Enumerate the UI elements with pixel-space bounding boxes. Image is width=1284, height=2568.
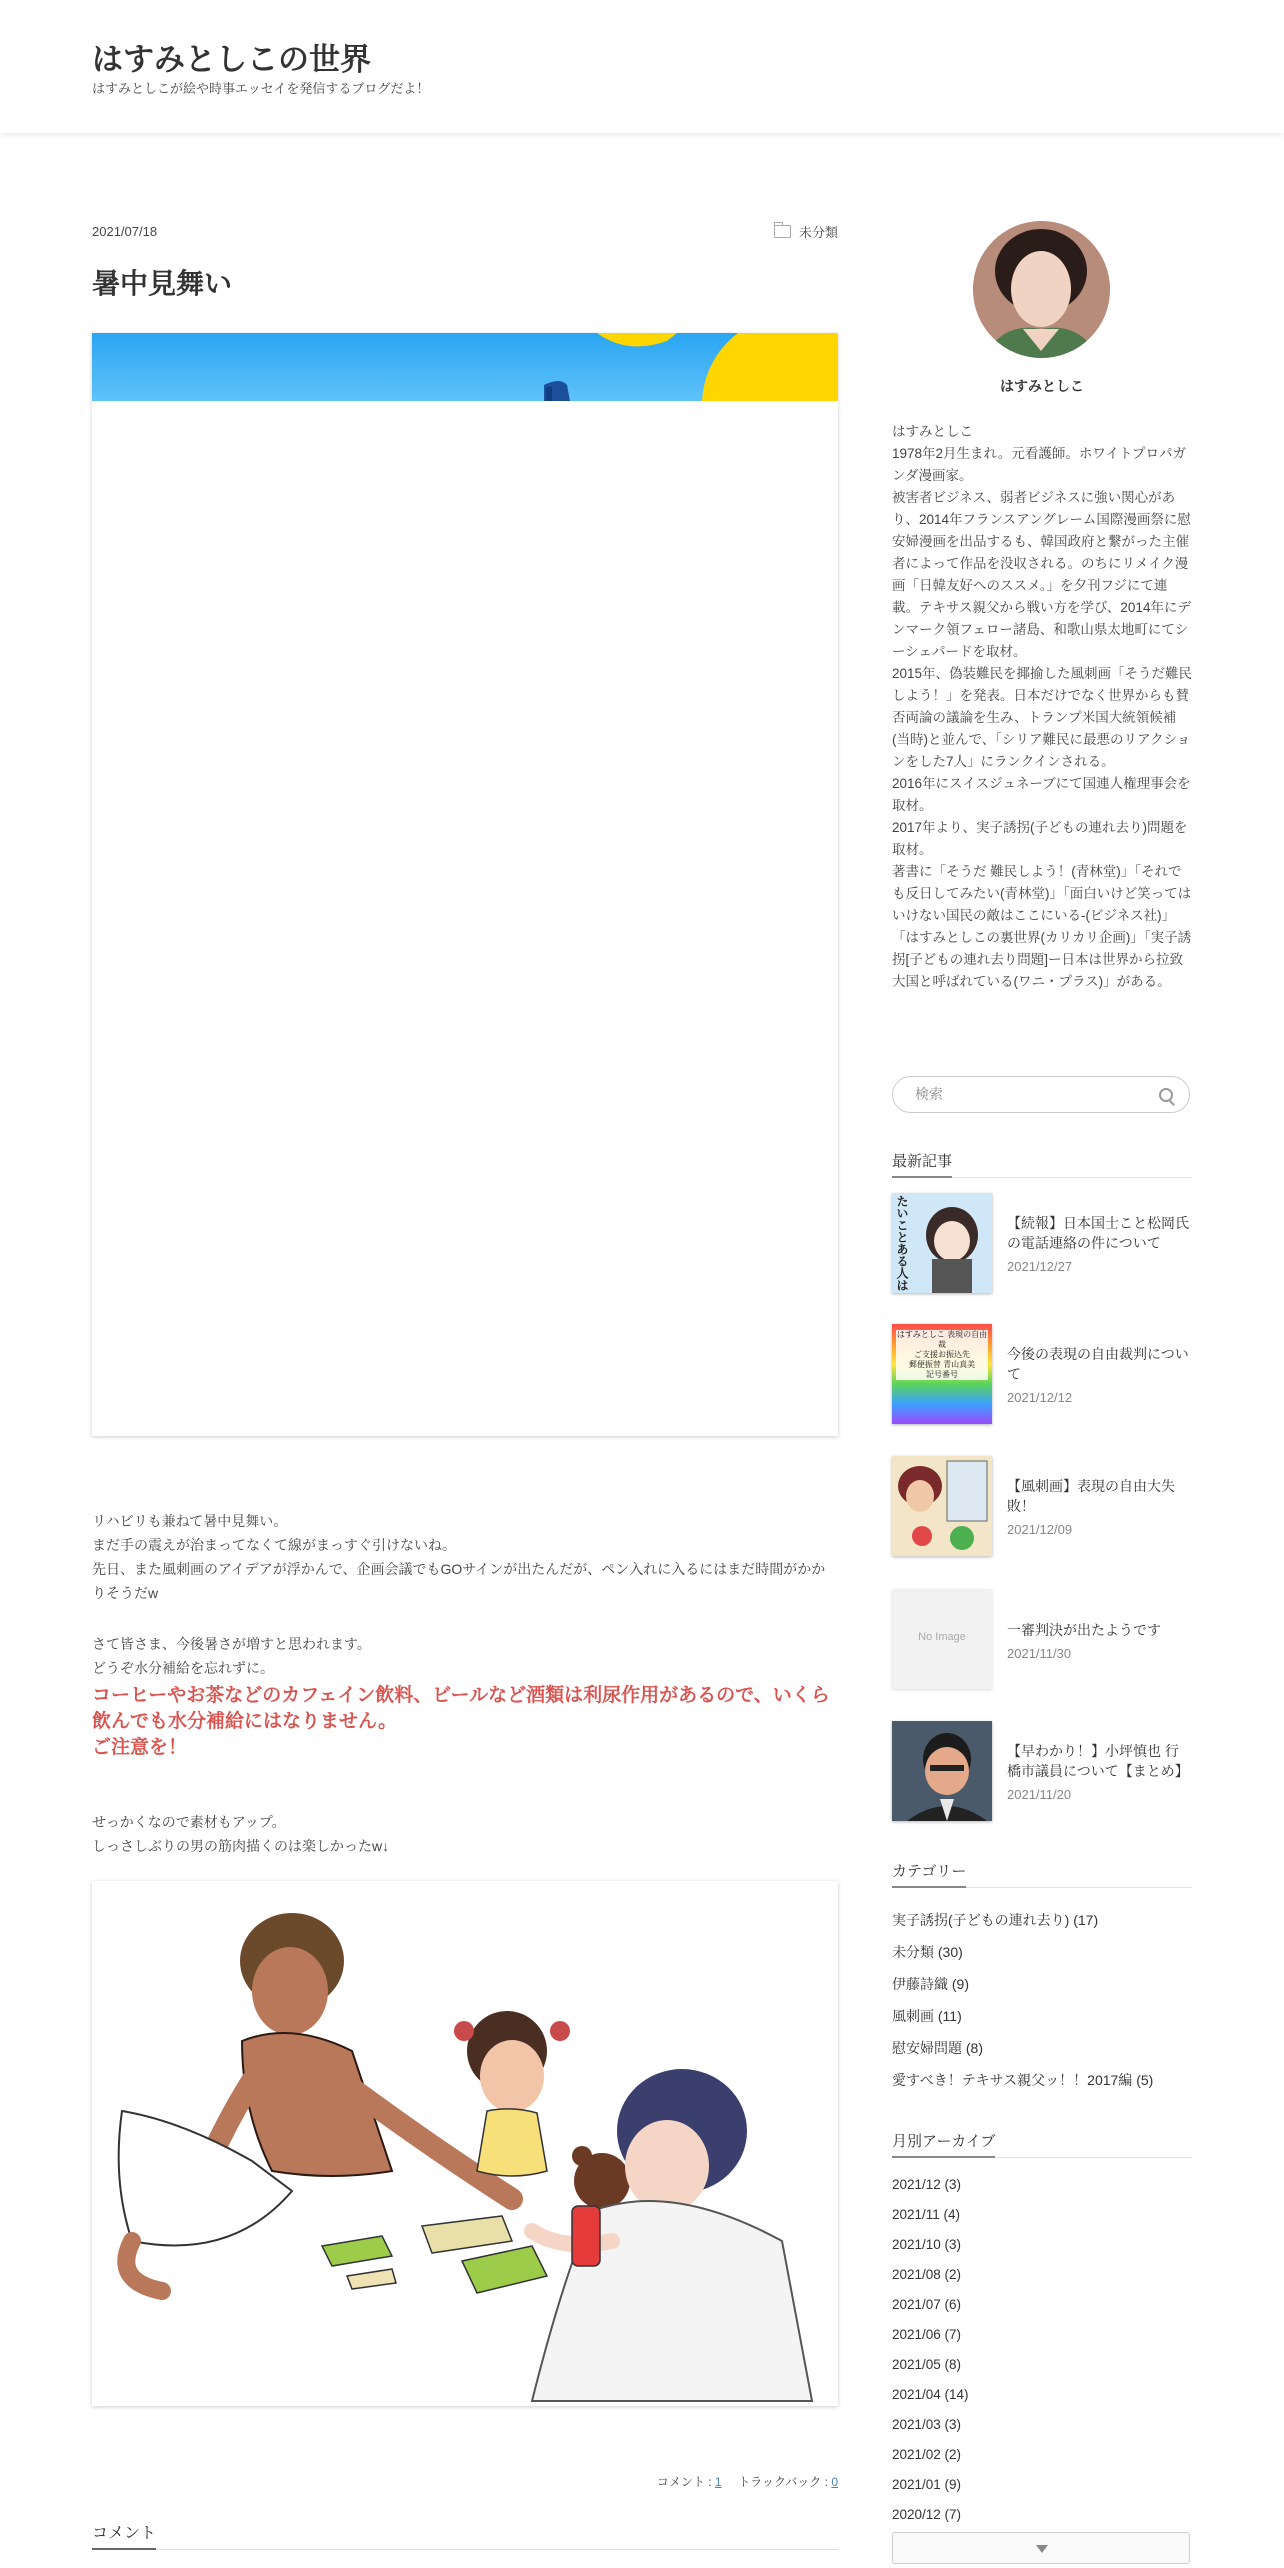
search-box[interactable]	[892, 1076, 1190, 1113]
recent-post-item[interactable]	[892, 1456, 1192, 1556]
chevron-down-icon	[1036, 2545, 1048, 2553]
recent-posts-heading-label: 最新記事	[892, 1153, 952, 1178]
post-image-illustration	[92, 1881, 838, 2406]
text-line: 先日、また風刺画のアイデアが浮かんで、企画会議でもGOサインが出たんだが、ペン入れに入るにはまだ時間がかかりそうだw	[92, 1561, 826, 1601]
image-sky	[92, 333, 838, 401]
thumb-caption-line: 記号番号	[926, 1370, 958, 1379]
author-name: はすみとしこ	[1000, 378, 1084, 394]
archive-link[interactable]: 2021/12 (3)	[892, 2177, 962, 2192]
post-paragraph-2	[92, 1632, 838, 1680]
recent-post-title[interactable]: 【早わかり！】小坪慎也 行橋市議員について【まとめ】	[1007, 1743, 1189, 1779]
recent-post-title[interactable]: 【風刺画】表現の自由大失敗！	[1007, 1478, 1175, 1514]
author-portrait	[973, 221, 1110, 358]
thumb-caption	[896, 1330, 988, 1380]
trackback-count-link[interactable]: 0	[831, 2475, 838, 2489]
search-icon[interactable]	[1159, 1088, 1173, 1102]
recent-post-title[interactable]: 今後の表現の自由裁判について	[1007, 1346, 1189, 1382]
post-date: 2021/07/18	[92, 224, 158, 239]
archive-link[interactable]: 2021/05 (8)	[892, 2357, 962, 2372]
category-link[interactable]: 未分類 (30)	[892, 1944, 963, 1960]
recent-post-title[interactable]: 【続報】日本国士こと松岡氏の電話連絡の件について	[1007, 1215, 1189, 1251]
archive-expand-button[interactable]	[892, 2532, 1190, 2564]
sky-illustration	[92, 333, 838, 401]
archive-link[interactable]: 2021/01 (9)	[892, 2477, 962, 2492]
recent-post-thumbnail-placeholder[interactable]	[892, 1589, 992, 1689]
comment-label: コメント :	[656, 2475, 715, 2489]
recent-post-date: 2021/12/09	[1007, 1522, 1073, 1537]
category-link[interactable]: 実子誘拐(子どもの連れ去り) (17)	[892, 1912, 1099, 1928]
recent-posts-heading	[892, 1150, 1192, 1178]
recent-post-date: 2021/12/27	[1007, 1259, 1073, 1274]
archive-link[interactable]: 2021/06 (7)	[892, 2327, 962, 2342]
archive-link[interactable]: 2021/07 (6)	[892, 2297, 962, 2312]
archive-link[interactable]: 2021/03 (3)	[892, 2417, 962, 2432]
recent-post-item[interactable]	[892, 1193, 1192, 1293]
archive-heading	[892, 2130, 1192, 2158]
thumb-caption-line: 郵便振替 青山真美	[908, 1360, 976, 1369]
archive-link[interactable]: 2021/02 (2)	[892, 2447, 962, 2462]
thumb-caption-line: ご支援お振込先	[914, 1350, 970, 1359]
recent-post-title[interactable]: 一審判決が出たようです	[1007, 1622, 1161, 1638]
recent-post-thumbnail[interactable]	[892, 1456, 992, 1556]
search-input[interactable]	[913, 1085, 1147, 1103]
archive-link[interactable]: 2021/04 (14)	[892, 2387, 969, 2402]
warning-line: コーヒーやお茶などのカフェイン飲料、ビールなど酒類は利尿作用があるので、いくら飲んでも水分補給にはなりません。	[92, 1685, 830, 1732]
post-category[interactable]	[774, 222, 838, 241]
post-title: 暑中見舞い	[92, 268, 233, 299]
recent-post-thumbnail[interactable]	[892, 1721, 992, 1821]
post-meta	[657, 2473, 838, 2490]
author-bio: はすみとしこ 1978年2月生まれ。元看護師。ホワイトプロパガンダ漫画家。 被害者ビジネス、弱者ビジネスに強い関心があり、2014年フランスアングレーム国際漫画祭に慰安婦漫画を出品するも、韓国政府と繋がった主催者によって作品を没収される。のちにリメイク漫画「日韓友好へのススメ。」を夕刊フジにて連載。テキサス親父から戦い方を学び、2014年にデンマーク領フェロー諸島、和歌山県太地町にてシーシェパードを取材。 2015年、偽装難民を揶揄した風刺画「そうだ難民しよう！」を発表。日本だけでなく世界からも賛否両論の議論を生み、トランプ米国大統領候補(当時)と並んで、「シリア難民に最悪のリアクションをした7人」にランクインされる。 2016年にスイスジュネーブにて国連人権理事会を取材。 2017年より、実子誘拐(子どもの連れ去り)問題を取材。 著書に「そうだ 難民しよう！(青林堂)」「それでも反日してみたい(青林堂)」「面白いけど笑ってはいけない国民の敵はここにいる-(ビジネス社)」「はすみとしこの裏世界(カリカリ企画)」「実子誘拐[子どもの連れ去り問題]ー日本は世界から拉致大国と呼ばれている(ワニ・プラス)」がある。	[892, 424, 1193, 989]
recent-post-date: 2021/11/20	[1007, 1787, 1072, 1802]
recent-post-thumbnail[interactable]	[892, 1193, 992, 1293]
recent-post-date: 2021/11/30	[1007, 1646, 1072, 1661]
no-image-label: No Image	[918, 1631, 966, 1643]
thumb-caption: たいことある人は	[895, 1195, 909, 1291]
post-paragraph-1	[92, 1509, 838, 1605]
site-description: はすみとしこが絵や時事エッセイを発信するブログだよ！	[92, 81, 430, 96]
archive-link[interactable]: 2021/11 (4)	[892, 2207, 961, 2222]
thumb-caption-line: はすみとしこ 表現の自由裁	[896, 1330, 988, 1349]
trackback-label: トラックバック :	[738, 2475, 832, 2489]
post-paragraph-3	[92, 1810, 838, 1858]
text-line: しっさしぶりの男の筋肉描くのは楽しかったw↓	[92, 1838, 390, 1854]
text-line: さて皆さま、今後暑さが増すと思われます。	[92, 1636, 371, 1652]
category-link[interactable]: 愛すべき！テキサス親父ッ！！2017編 (5)	[892, 2072, 1154, 2088]
text-line: リハビリも兼ねて暑中見舞い。	[92, 1513, 288, 1529]
folder-icon	[774, 225, 791, 238]
recent-post-item[interactable]	[892, 1589, 1192, 1689]
post-image-summer-greeting	[92, 333, 838, 1436]
archive-link[interactable]: 2020/12 (7)	[892, 2507, 962, 2522]
post-category-label[interactable]: 未分類	[798, 225, 838, 240]
category-link[interactable]: 慰安婦問題 (8)	[892, 2040, 983, 2056]
avatar	[973, 221, 1110, 358]
thumb-graphic	[892, 1456, 992, 1556]
recent-post-item[interactable]	[892, 1324, 1192, 1424]
recent-post-thumbnail[interactable]	[892, 1324, 992, 1424]
archive-link[interactable]: 2021/10 (3)	[892, 2237, 962, 2252]
recent-post-date: 2021/12/12	[1007, 1390, 1073, 1405]
recent-post-item[interactable]	[892, 1721, 1192, 1821]
comment-heading	[92, 2520, 838, 2550]
category-link[interactable]: 風刺画 (11)	[892, 2008, 962, 2024]
category-link[interactable]: 伊藤詩織 (9)	[892, 1976, 969, 1992]
post-warning	[92, 1683, 838, 1761]
text-line: どうぞ水分補給を忘れずに。	[92, 1660, 274, 1676]
comment-heading-label: コメント	[92, 2525, 156, 2550]
archive-heading-label: 月別アーカイブ	[892, 2133, 995, 2158]
site-title[interactable]: はすみとしこの世界	[92, 42, 371, 77]
warning-line: ご注意を！	[92, 1737, 188, 1758]
thumb-graphic	[892, 1721, 992, 1821]
picnic-illustration	[92, 1881, 838, 2406]
archive-link[interactable]: 2021/08 (2)	[892, 2267, 962, 2282]
text-line: まだ手の震えが治まってなくて線がまっすぐ引けないね。	[92, 1537, 456, 1553]
text-line: せっかくなので素材もアップ。	[92, 1814, 286, 1830]
category-heading	[892, 1860, 1192, 1888]
category-heading-label: カテゴリー	[892, 1863, 966, 1888]
site-header	[0, 0, 1284, 133]
comment-count-link[interactable]: 1	[714, 2475, 722, 2489]
